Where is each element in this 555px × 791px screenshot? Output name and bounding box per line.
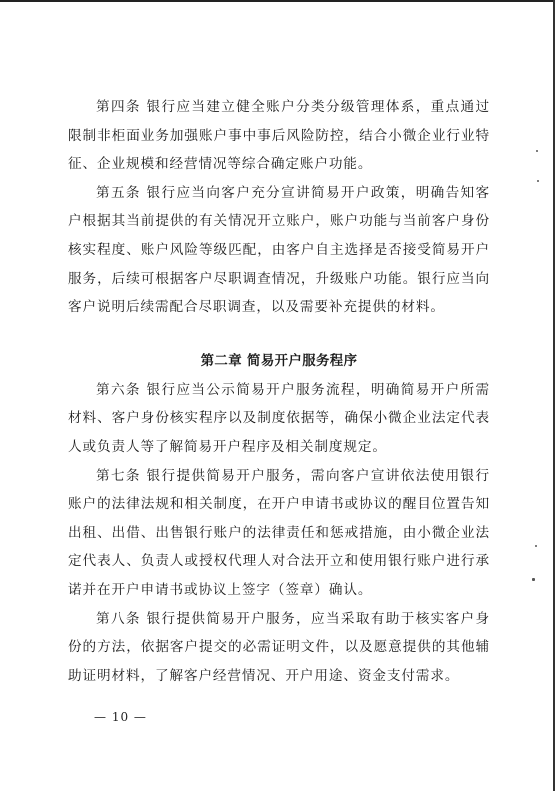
article-7-paragraph: 第七条 银行提供简易开户服务，需向客户宣讲依法使用银行账户的法律法规和相关制度，在开户申请书或协议的醒目位置告知出租、出借、出售银行账户的法律责任和惩戒措施，由小微企业法定代表人、负责人或授权代理人对合法开立和使用银行账户进行承诺并在开户申请书或协议上签字（签章）确认。 — [68, 467, 490, 598]
scan-speck — [537, 180, 539, 182]
chapter-heading: 第二章 简易开户服务程序 — [200, 353, 358, 369]
scan-speck — [535, 545, 537, 547]
article-5-paragraph: 第五条 银行应当向客户充分宣讲简易开户政策，明确告知客户根据其当前提供的有关情况开立账户，账户功能与当前客户身份核实程度、账户风险等级匹配，由客户自主选择是否接受简易开户服务，后续可根据客户尽职调查情况，升级账户功能。银行应当向客户说明后续需配合尽职调查，以及需要补充提供的材料。 — [68, 184, 490, 316]
scan-speck — [532, 578, 535, 581]
article-8-paragraph: 第八条 银行提供简易开户服务，应当采取有助于核实客户身份的方法，依据客户提交的必需证明文件，以及愿意提供的其他辅助证明材料，了解客户经营情况、开户用途、资金支付需求。 — [68, 610, 490, 684]
page-number: — 10 — — [94, 710, 147, 724]
article-6-paragraph: 第六条 银行应当公示简易开户服务流程，明确简易开户所需材料、客户身份核实程序以及制度依据等，确保小微企业法定代表人或负责人等了解简易开户程序及相关制度规定。 — [68, 381, 490, 455]
section-spacer — [68, 322, 490, 341]
scan-speck — [536, 150, 538, 152]
page-top-border — [0, 0, 555, 2]
article-4-paragraph: 第四条 银行应当建立健全账户分类分级管理体系，重点通过限制非柜面业务加强账户事中事后风险防控，结合小微企业行业特征、企业规模和经营情况等综合确定账户功能。 — [68, 99, 490, 173]
document-body — [68, 93, 490, 690]
